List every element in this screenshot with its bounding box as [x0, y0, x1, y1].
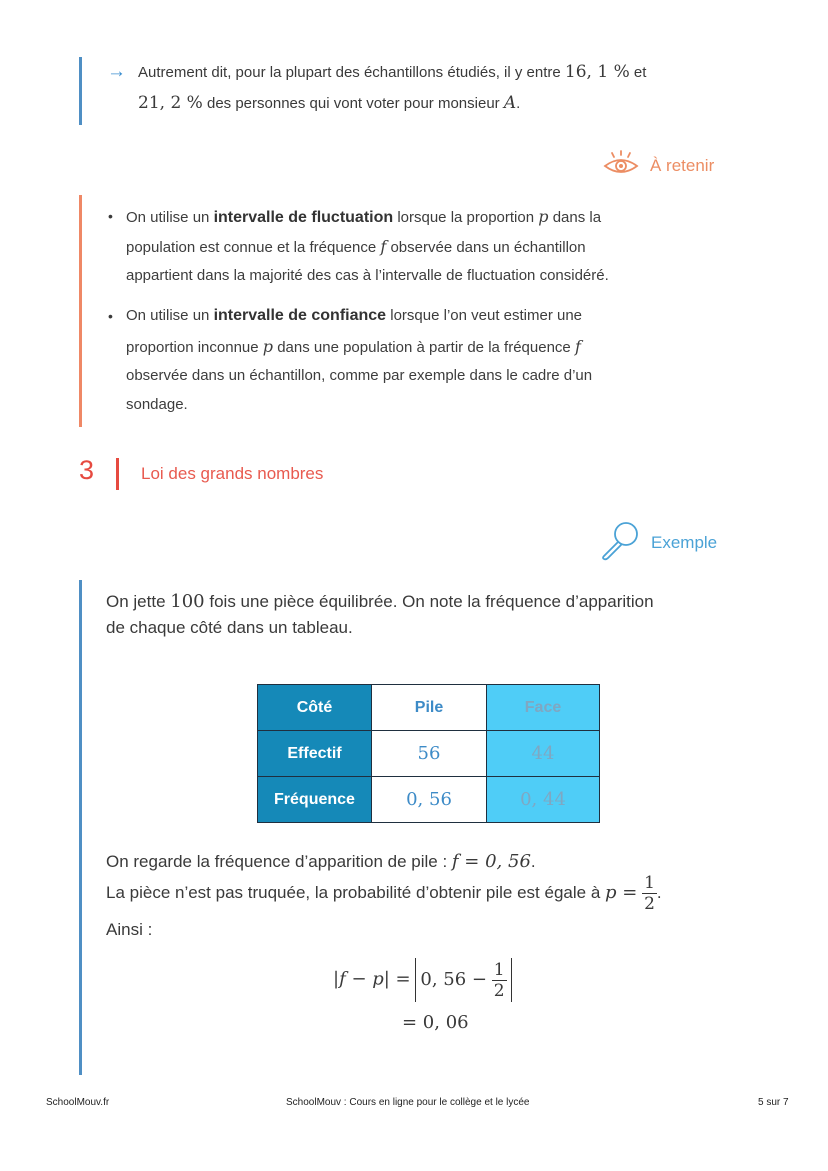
fraction-denominator: 2 [493, 981, 505, 1002]
bold-term: intervalle de confiance [213, 307, 387, 324]
example-intro-line-1 [106, 591, 654, 612]
table-row [258, 731, 600, 777]
remark-line-1 [138, 62, 646, 82]
table-row-label: Fréquence [258, 777, 372, 823]
bold-term: intervalle de fluctuation [213, 209, 394, 226]
ainsi-text: Ainsi : [106, 920, 153, 939]
magnifier-icon [598, 519, 644, 561]
retenir-item-2-line-3: observée dans un échantillon, comme par exemple dans le cadre d’un [126, 367, 593, 384]
table-row [258, 777, 600, 823]
text: On utilise un [126, 307, 210, 324]
observation-line [106, 851, 536, 872]
text: population est connue et la fréquence [126, 239, 377, 256]
table-cell: 56 [372, 731, 487, 777]
section-divider [116, 458, 119, 490]
table-cell: 0, 44 [487, 777, 600, 823]
math-expression: p = [605, 881, 638, 903]
retenir-block [79, 195, 762, 427]
retenir-item-2-line-1 [126, 307, 582, 325]
example-intro-line-2: de chaque côté dans un tableau. [106, 618, 353, 637]
text: On regarde la fréquence d’apparition de pile : [106, 852, 448, 871]
math-expression: f = 0, 56 [451, 851, 531, 872]
text: On jette [106, 592, 166, 611]
math-variable: p [262, 337, 274, 356]
math-expression: |f − p| = [333, 968, 411, 990]
text: lorsque la proportion [397, 209, 535, 226]
table-header-cell: Côté [258, 685, 372, 731]
table-row [258, 685, 600, 731]
remark-block [79, 57, 762, 125]
footer-site: SchoolMouv.fr [46, 1097, 110, 1108]
math-value: 100 [170, 591, 205, 612]
text: observée dans un échantillon [390, 239, 586, 256]
fraction [492, 960, 507, 1001]
remark-text: des personnes qui vont voter pour monsieur [206, 95, 500, 112]
frequency-table [257, 684, 600, 823]
probability-line [106, 873, 662, 914]
retenir-item-2-line-2 [126, 337, 581, 356]
eye-icon [602, 150, 642, 180]
remark-line-2 [138, 93, 520, 113]
text: . [530, 852, 536, 871]
bullet: • [108, 308, 113, 324]
math-value: 16, 1 % [564, 62, 630, 82]
table-row-label: Effectif [258, 731, 372, 777]
fraction [642, 873, 657, 914]
text: dans une population à partir de la fréquence [277, 339, 571, 356]
text: dans la [552, 209, 602, 226]
arrow-right-icon: → [107, 61, 126, 82]
equation-line-2: = 0, 06 [402, 1012, 469, 1033]
fraction-numerator: 1 [644, 873, 655, 893]
text: proportion inconnue [126, 339, 259, 356]
text: lorsque l’on veut estimer une [390, 307, 583, 324]
retenir-item-1-line-2 [126, 237, 586, 256]
table-header-cell: Face [487, 685, 600, 731]
table-cell: 44 [487, 731, 600, 777]
text: . [656, 882, 662, 902]
math-variable: f [574, 337, 581, 356]
math-variable: A [503, 93, 517, 113]
fraction-denominator: 2 [644, 894, 655, 914]
retenir-label: À retenir [650, 156, 715, 175]
remark-text: et [633, 64, 647, 81]
text: On utilise un [126, 209, 210, 226]
retenir-item-1-line-1 [126, 207, 601, 227]
absolute-value [415, 958, 511, 1002]
exemple-label: Exemple [651, 533, 718, 552]
equation-line-1 [333, 958, 512, 1002]
math-variable: f [380, 237, 387, 256]
table-cell: 0, 56 [372, 777, 487, 823]
table-header-cell: Pile [372, 685, 487, 731]
bullet: • [108, 208, 113, 224]
retenir-item-1-line-3: appartient dans la majorité des cas à l’intervalle de fluctuation considéré. [126, 267, 609, 284]
fraction-numerator: 1 [493, 960, 505, 981]
footer-page-number: 5 sur 7 [758, 1097, 789, 1108]
text: fois une pièce équilibrée. On note la fréquence d’apparition [209, 592, 654, 611]
retenir-item-2-line-4: sondage. [126, 396, 188, 413]
remark-text: . [516, 95, 521, 112]
math-expression: 0, 56 − [420, 969, 487, 990]
section-title: Loi des grands nombres [141, 464, 324, 483]
math-variable: p [538, 207, 549, 226]
text: La pièce n’est pas truquée, la probabilité d’obtenir pile est égale à [106, 882, 601, 902]
remark-text: Autrement dit, pour la plupart des échantillons étudiés, il y entre [138, 64, 561, 81]
footer-tagline: SchoolMouv : Cours en ligne pour le collège et le lycée [286, 1097, 530, 1108]
math-value: 21, 2 % [138, 93, 203, 113]
section-number: 3 [79, 455, 95, 485]
example-block [79, 580, 772, 1075]
